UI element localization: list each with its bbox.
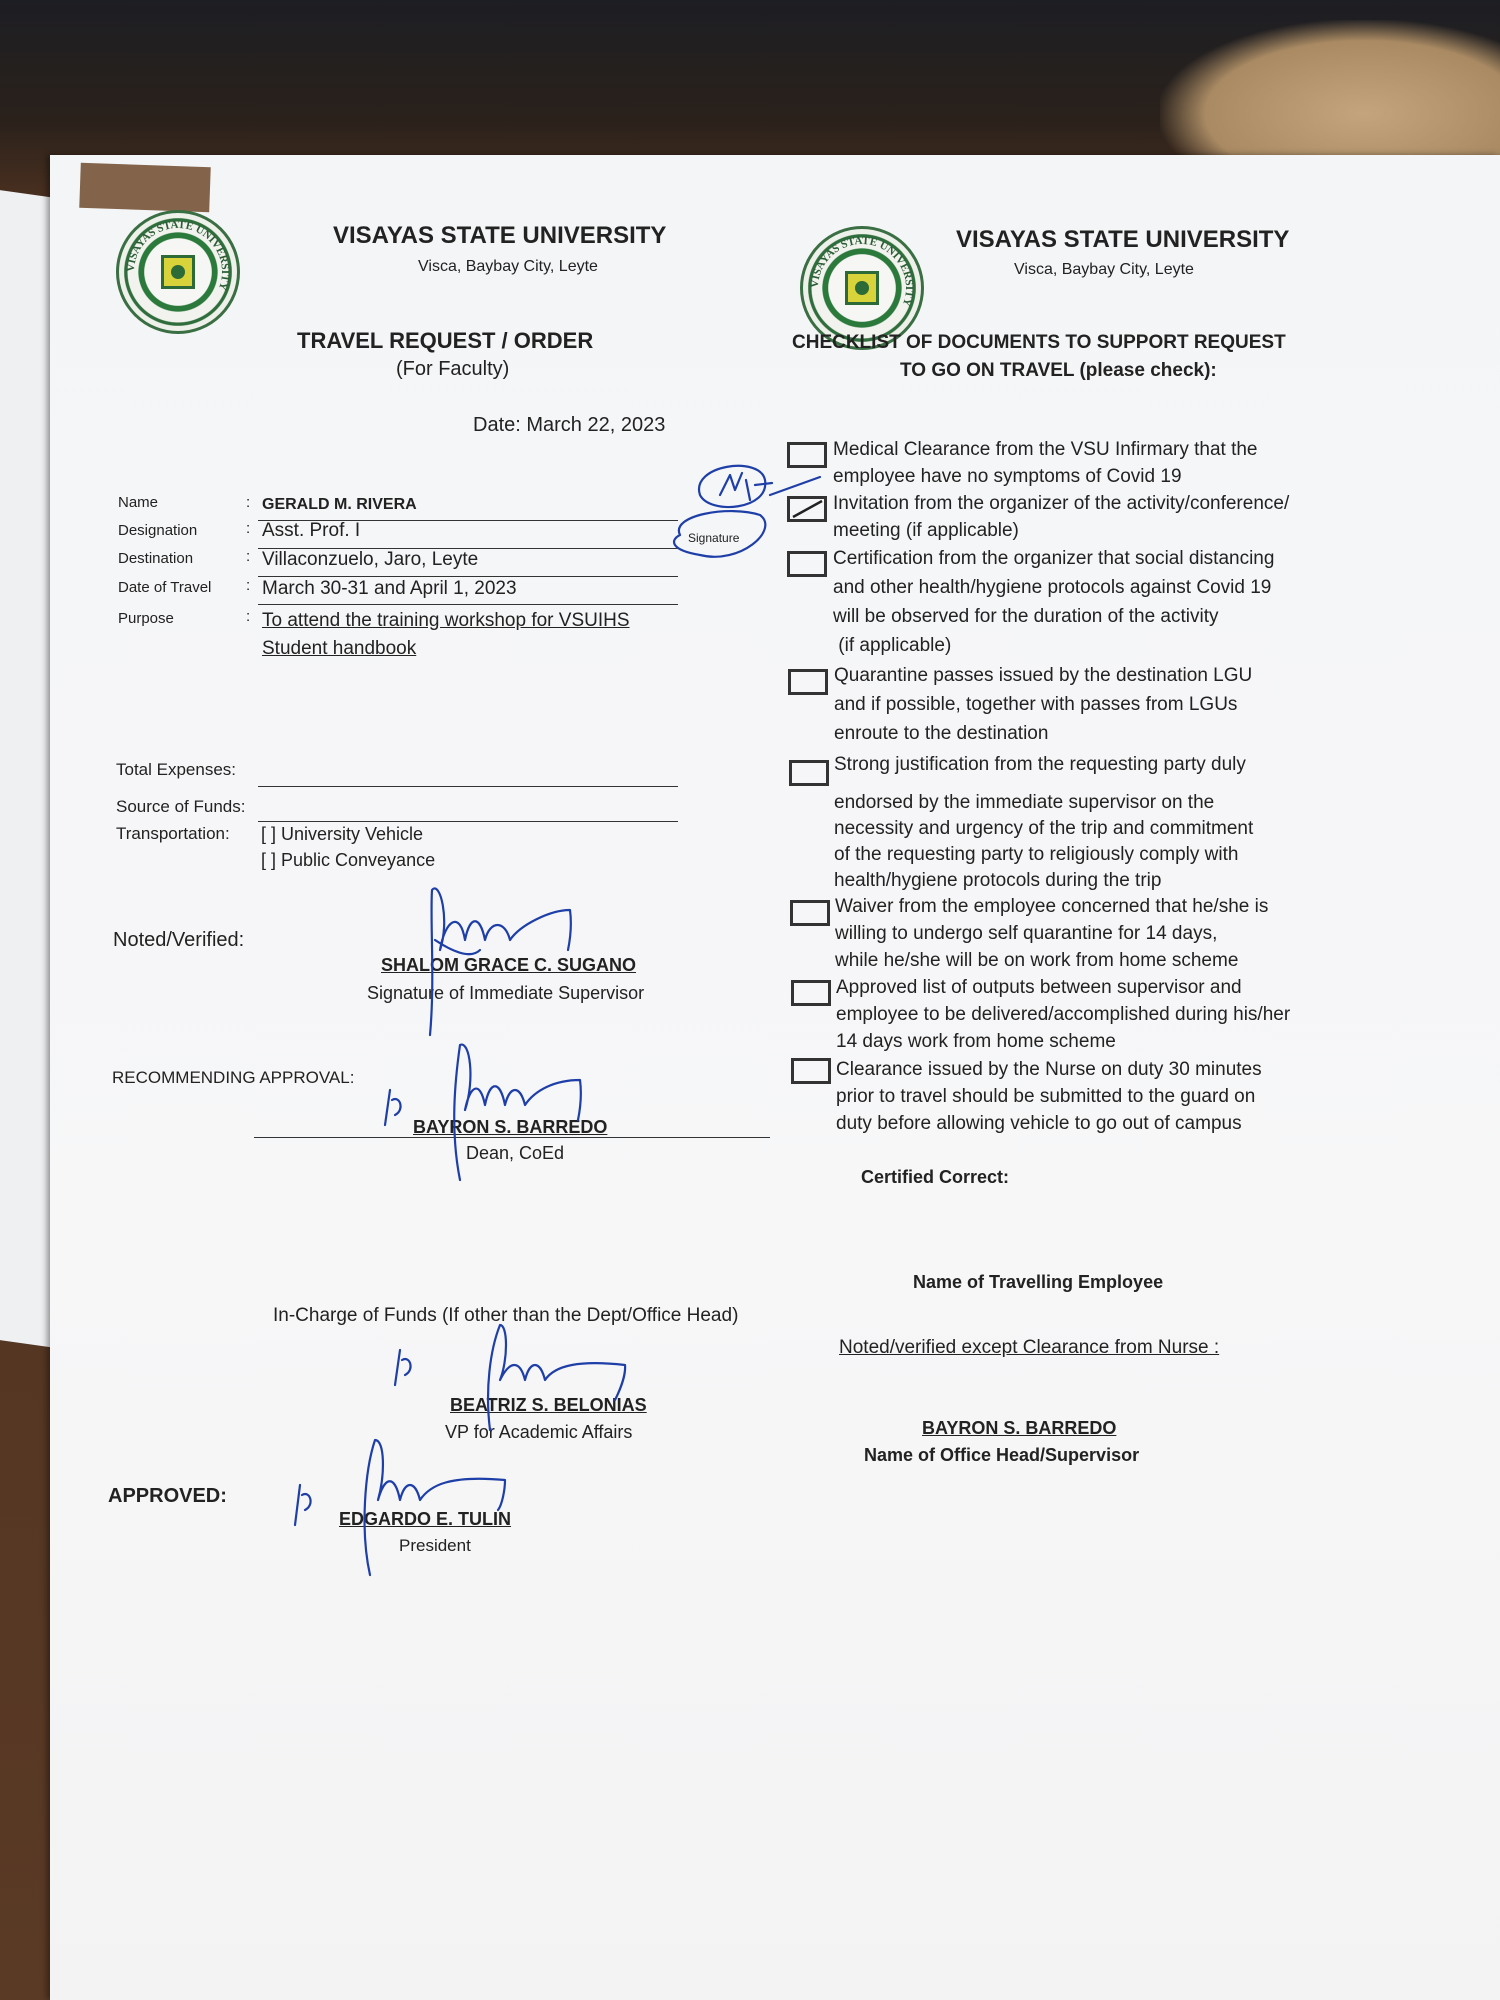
checklist-checkbox-6[interactable] — [790, 900, 830, 926]
checklist-checkbox-7[interactable] — [791, 980, 831, 1006]
colon: : — [246, 577, 251, 594]
checklist-item-1: Medical Clearance from the VSU Infirmary that the employee have no symptoms of Covid 19 — [833, 439, 1258, 487]
name-value: GERALD M. RIVERA — [262, 496, 417, 513]
supervisor-signature — [410, 880, 590, 1040]
checklist-checkbox-4[interactable] — [788, 669, 828, 695]
checklist-item-3: Certification from the organizer that social distancing and other health/hygiene protocols against Covid 19 will be observed for the duration of the activity (if applicable) — [833, 548, 1275, 656]
recommending-approval-label: RECOMMENDING APPROVAL: — [112, 1068, 355, 1087]
seal-core — [845, 271, 879, 305]
university-name-left: VISAYAS STATE UNIVERSITY — [333, 222, 667, 249]
colon: : — [246, 608, 251, 625]
purpose-value-line-2: Student handbook — [262, 638, 417, 659]
source-of-funds-label: Source of Funds: — [116, 797, 246, 816]
vp-signature — [390, 1320, 630, 1440]
dean-name: BAYRON S. BARREDO — [413, 1117, 608, 1137]
university-address-left: Visca, Baybay City, Leyte — [418, 258, 598, 275]
checklist-item-4: Quarantine passes issued by the destination LGU and if possible, together with passes from LGUs enroute to the destination — [834, 665, 1253, 744]
seal-core — [161, 255, 195, 289]
designation-label: Designation — [118, 522, 198, 539]
checklist-item-2: Invitation from the organizer of the activity/conference/ meeting (if applicable) — [833, 493, 1290, 541]
in-charge-of-funds-label: In-Charge of Funds (If other than the Dept/Office Head) — [273, 1305, 739, 1326]
colon: : — [246, 548, 251, 565]
president-name: EDGARDO E. TULIN — [339, 1509, 512, 1529]
purpose-label: Purpose — [118, 610, 174, 627]
office-head-name: BAYRON S. BARREDO — [922, 1418, 1117, 1438]
supervisor-title: Signature of Immediate Supervisor — [367, 983, 645, 1003]
date-of-travel-value: March 30-31 and April 1, 2023 — [262, 578, 517, 599]
checklist-title-line-1: CHECKLIST OF DOCUMENTS TO SUPPORT REQUEST — [792, 332, 1286, 353]
source-of-funds-line — [258, 821, 678, 822]
checklist-checkbox-2[interactable] — [787, 496, 827, 522]
transportation-label: Transportation: — [116, 824, 230, 843]
dean-title: Dean, CoEd — [466, 1143, 565, 1163]
colon: : — [246, 520, 251, 537]
president-title: President — [399, 1536, 471, 1555]
colon: : — [246, 494, 251, 511]
form-subtitle: (For Faculty) — [396, 358, 510, 380]
certified-correct-label: Certified Correct: — [861, 1167, 1010, 1187]
supervisor-name: SHALOM GRACE C. SUGANO — [381, 955, 637, 975]
designation-value: Asst. Prof. I — [262, 520, 361, 541]
seal-ring-text: VISAYAS STATE UNIVERSITY — [124, 218, 232, 292]
transport-option-public-conveyance: [ ] Public Conveyance — [261, 850, 436, 870]
transport-option-university-vehicle: [ ] University Vehicle — [261, 824, 424, 844]
university-name-right: VISAYAS STATE UNIVERSITY — [956, 226, 1290, 253]
university-seal-left — [116, 210, 240, 334]
travelling-employee-label: Name of Travelling Employee — [913, 1272, 1164, 1292]
name-label: Name — [118, 494, 159, 511]
total-expenses-label: Total Expenses: — [116, 760, 237, 779]
checklist-checkbox-8[interactable] — [791, 1058, 831, 1084]
dean-signature — [380, 1040, 600, 1190]
checklist-checkbox-3[interactable] — [787, 551, 827, 577]
checkmark-icon — [790, 499, 824, 519]
checklist-checkbox-1[interactable] — [787, 442, 827, 468]
approved-label: APPROVED: — [108, 1485, 227, 1507]
destination-line — [258, 576, 678, 577]
checklist-checkbox-5[interactable] — [789, 760, 829, 786]
destination-value: Villaconzuelo, Jaro, Leyte — [262, 549, 479, 570]
checklist-item-8: Clearance issued by the Nurse on duty 30 minutes prior to travel should be submitted to the guard on duty before allowing vehicle to go out of campus — [836, 1059, 1262, 1134]
seal-ring-text: VISAYAS STATE UNIVERSITY — [808, 234, 916, 308]
destination-label: Destination — [118, 550, 194, 567]
office-head-label: Name of Office Head/Supervisor — [864, 1445, 1140, 1465]
vp-title: VP for Academic Affairs — [445, 1422, 633, 1442]
date-of-travel-label: Date of Travel — [118, 579, 212, 596]
checklist-item-5: Strong justification from the requesting party duly endorsed by the immediate supervisor on the necessity and urgency of the trip and commitment of the requesting party to religiously comply with health/hygiene protocols during the trip — [834, 754, 1254, 891]
university-address-right: Visca, Baybay City, Leyte — [1014, 261, 1194, 278]
tape-strip — [79, 163, 210, 213]
purpose-value-line-1: To attend the training workshop for VSUIHS — [262, 610, 630, 631]
president-signature — [290, 1430, 530, 1580]
noted-except-label: Noted/verified except Clearance from Nurse : — [839, 1337, 1220, 1358]
checklist-title-line-2: TO GO ON TRAVEL (please check): — [900, 360, 1217, 381]
checklist-item-6: Waiver from the employee concerned that he/she is willing to undergo self quarantine for 14 days, while he/she will be on work from home scheme — [835, 896, 1269, 971]
form-title: TRAVEL REQUEST / ORDER — [297, 328, 594, 353]
request-date: Date: March 22, 2023 — [473, 414, 666, 436]
checklist-item-7: Approved list of outputs between supervisor and employee to be delivered/accomplished during his/her 14 days work from home scheme — [836, 977, 1291, 1052]
date-of-travel-line — [258, 604, 678, 605]
noted-verified-label: Noted/Verified: — [113, 929, 245, 951]
vp-name: BEATRIZ S. BELONIAS — [450, 1395, 647, 1415]
signature-label: Signature — [688, 531, 740, 545]
total-expenses-line — [258, 786, 678, 787]
